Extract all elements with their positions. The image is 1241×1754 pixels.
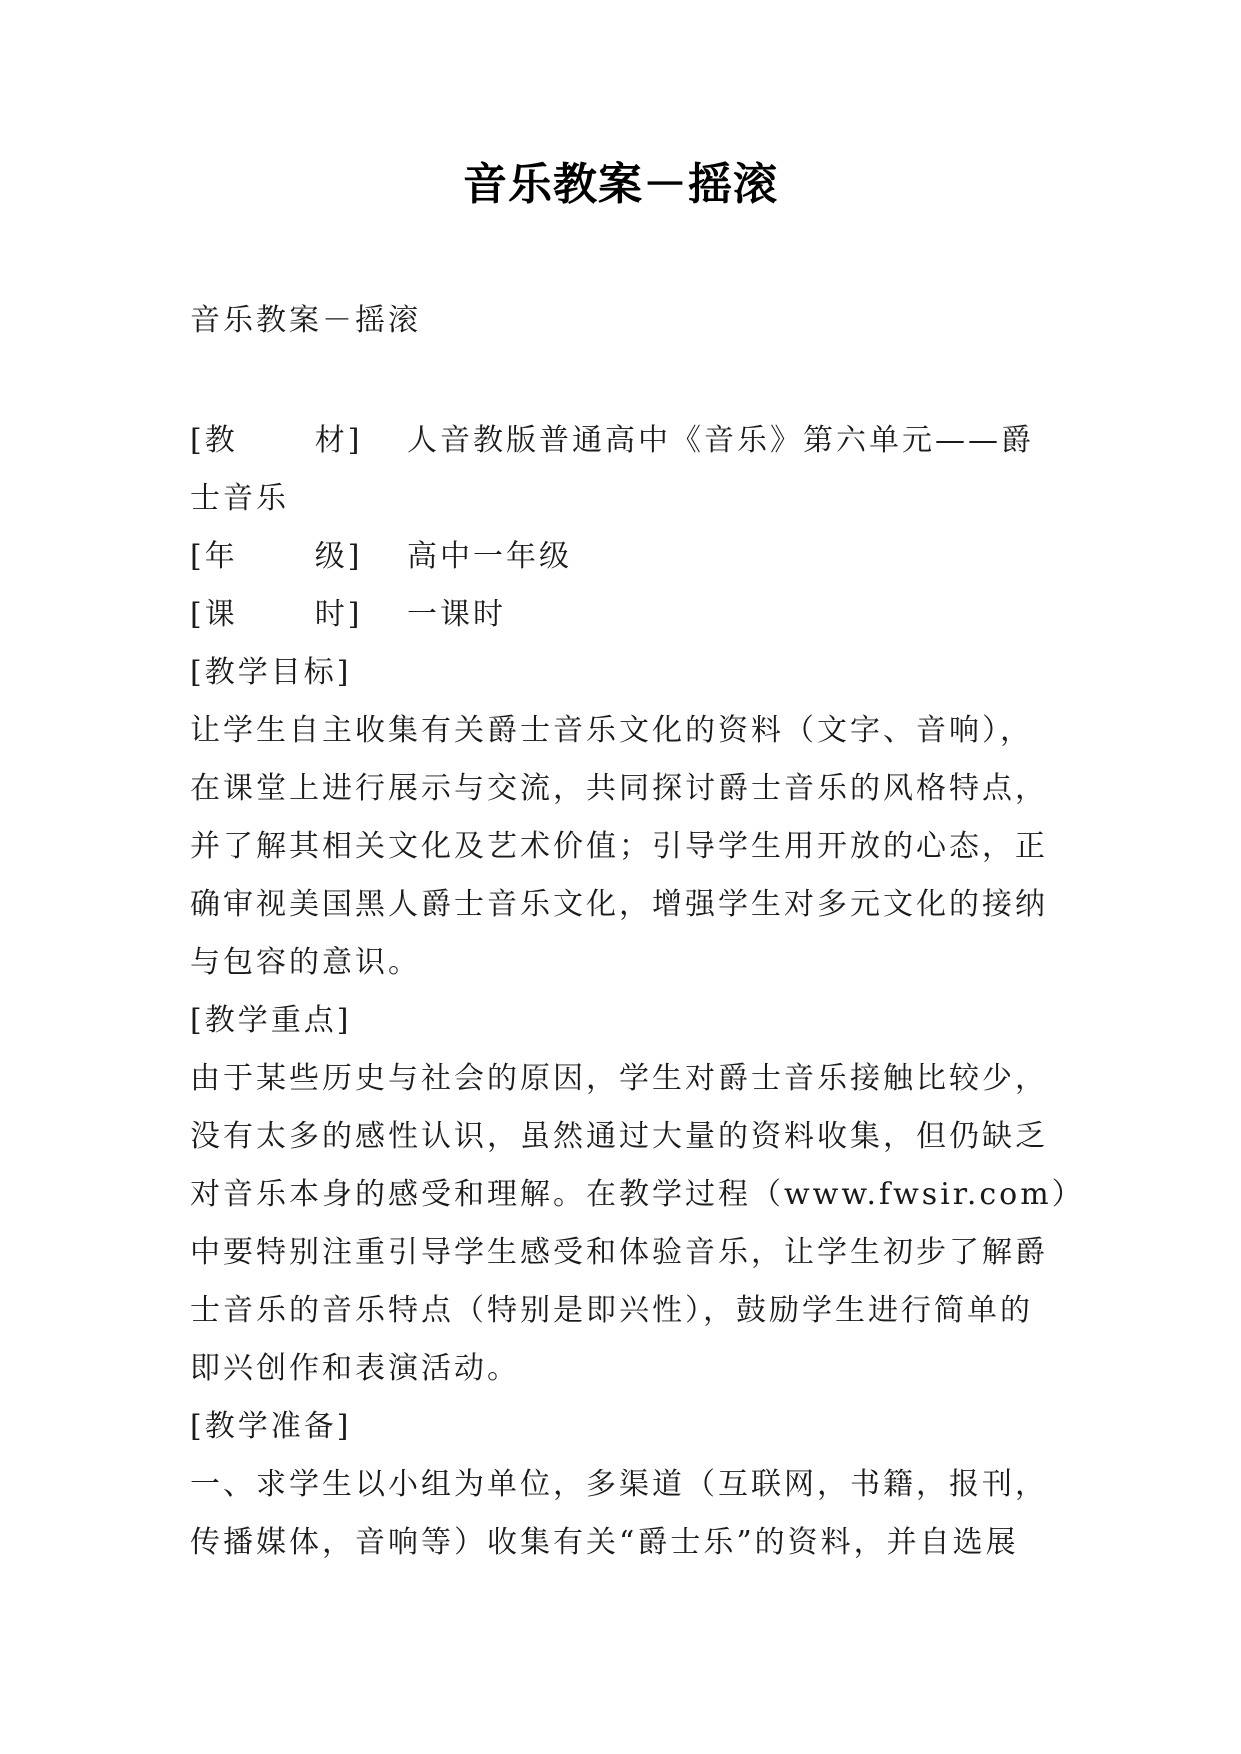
- paragraph-line: 中要特别注重引导学生感受和体验音乐，让学生初步了解爵: [190, 1235, 1048, 1270]
- paragraph-line: 对音乐本身的感受和理解。在教学过程（www.fwsir.com）: [190, 1177, 1085, 1212]
- section-heading-preparation: [教学准备]: [190, 1409, 352, 1444]
- field-period: [190, 586, 1060, 644]
- field-grade: [190, 528, 1060, 586]
- field-label-period: [课 时]: [190, 597, 363, 632]
- paragraph-line: 士音乐的音乐特点（特别是即兴性），鼓励学生进行简单的: [190, 1293, 1033, 1328]
- document-body: [190, 292, 1085, 1572]
- section-heading-objectives: [教学目标]: [190, 655, 352, 690]
- paragraph-line: 一、求学生以小组为单位，多渠道（互联网，书籍，报刊，: [190, 1467, 1048, 1502]
- field-value-textbook: 人音教版普通高中《音乐》第六单元——爵: [407, 423, 1034, 458]
- field-textbook: [190, 412, 1060, 470]
- paragraph-line: 确审视美国黑人爵士音乐文化，增强学生对多元文化的接纳: [190, 887, 1048, 922]
- field-value-grade: 高中一年级: [407, 539, 572, 574]
- document-subtitle: 音乐教案－摇滚: [190, 303, 421, 338]
- paragraph-line: 与包容的意识。: [190, 945, 421, 980]
- paragraph-line: 没有太多的感性认识，虽然通过大量的资料收集，但仍缺乏: [190, 1119, 1048, 1154]
- paragraph-line: 即兴创作和表演活动。: [190, 1351, 520, 1386]
- paragraph-line: 在课堂上进行展示与交流，共同探讨爵士音乐的风格特点，: [190, 771, 1048, 806]
- paragraph-line: 让学生自主收集有关爵士音乐文化的资料（文字、音响），: [190, 713, 1033, 748]
- field-value-textbook-cont: 士音乐: [190, 481, 289, 516]
- field-label-textbook: [教 材]: [190, 423, 363, 458]
- field-value-period: 一课时: [407, 597, 506, 632]
- paragraph-line: 传播媒体，音响等）收集有关“爵士乐”的资料，并自选展: [190, 1525, 1019, 1560]
- field-label-grade: [年 级]: [190, 539, 363, 574]
- document-title: 音乐教案－摇滚: [463, 159, 778, 210]
- section-heading-key-points: [教学重点]: [190, 1003, 352, 1038]
- paragraph-line: 并了解其相关文化及艺术价值；引导学生用开放的心态，正: [190, 829, 1048, 864]
- paragraph-line: 由于某些历史与社会的原因，学生对爵士音乐接触比较少，: [190, 1061, 1048, 1096]
